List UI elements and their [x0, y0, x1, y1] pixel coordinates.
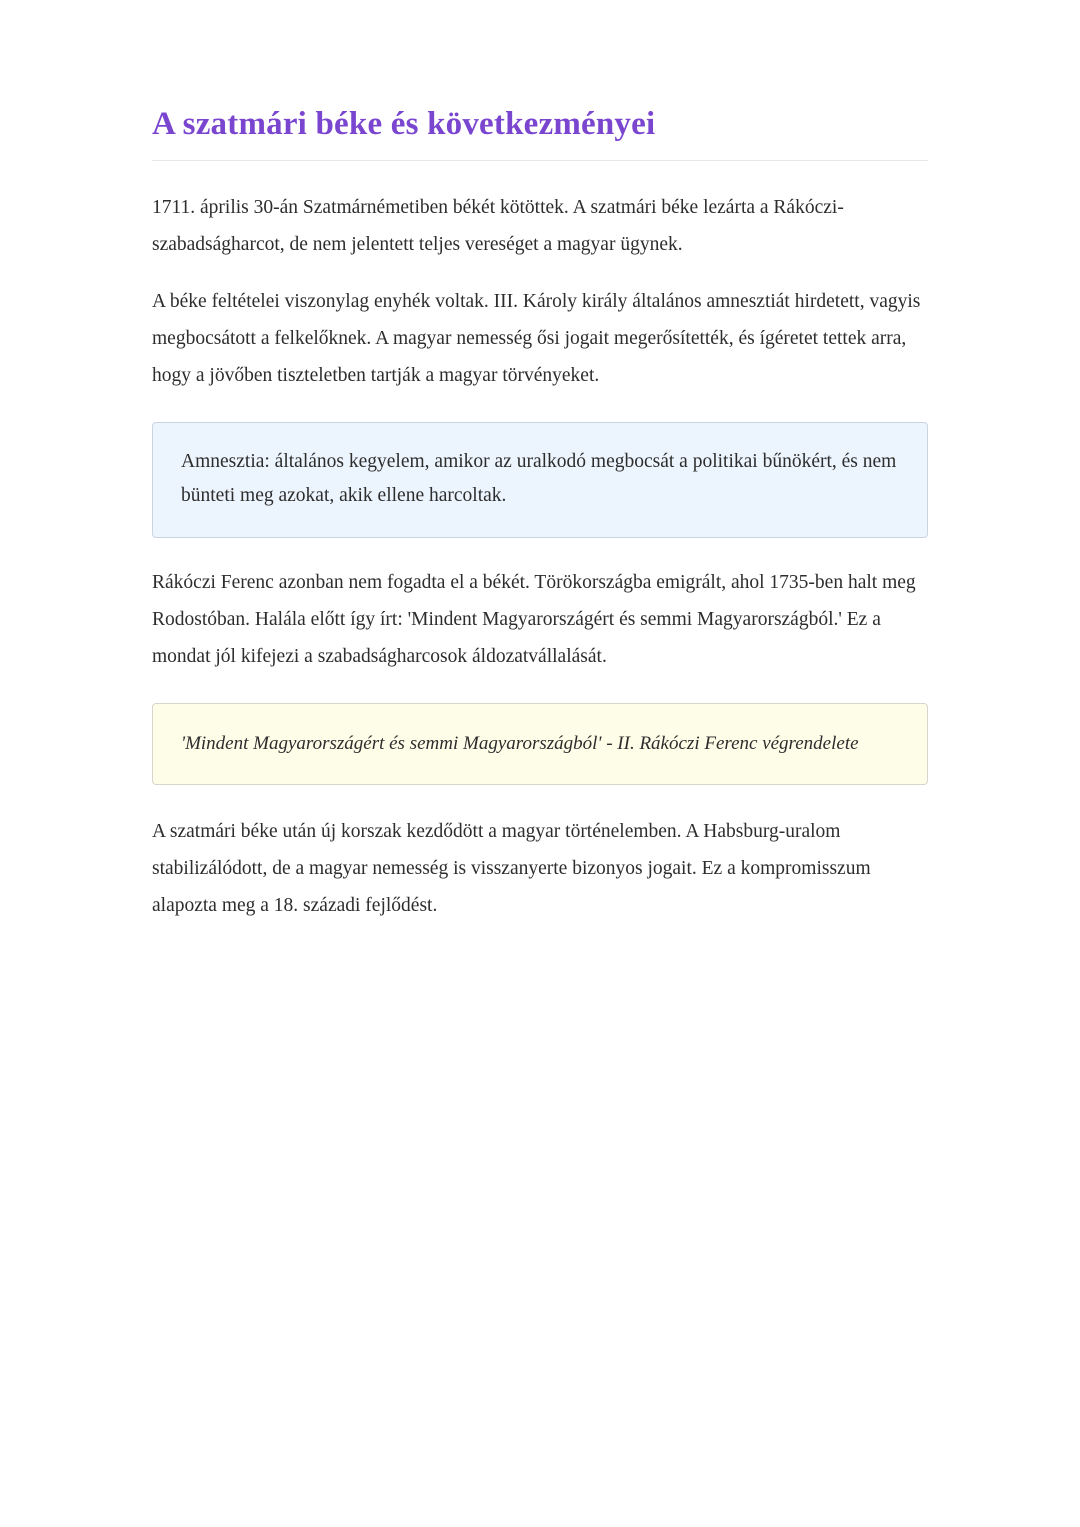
- page-title: A szatmári béke és következményei: [152, 106, 656, 142]
- definition-box: [152, 422, 928, 538]
- document-page: [152, 96, 928, 944]
- definition-text: Amnesztia: általános kegyelem, amikor az uralkodó megbocsát a politikai bűnökért, és nem bünteti meg azokat, akik ellene harcoltak.: [181, 451, 897, 506]
- paragraph-peace-terms: A béke feltételei viszonylag enyhék voltak. III. Károly király általános amnesztiát hirdetett, vagyis megbocsátott a felkelőknek. A magyar nemesség ősi jogait megerősítették, és ígéretet tettek arra, hogy a jövőben tiszteletben tartják a magyar törvényeket.: [152, 291, 921, 386]
- paragraph-rakoczi: Rákóczi Ferenc azonban nem fogadta el a békét. Törökországba emigrált, ahol 1735-ben halt meg Rodostóban. Halála előtt így írt: 'Mindent Magyarországért és semmi Magyarországból.' Ez a mondat jól kifejezi a szabadságharcosok áldozatvállalását.: [152, 572, 916, 667]
- quote-box: [152, 703, 928, 785]
- title-divider: [152, 160, 928, 161]
- paragraph-intro: 1711. április 30-án Szatmárnémetiben békét kötöttek. A szatmári béke lezárta a Rákóczi-szabadságharcot, de nem jelentett teljes vereséget a magyar ügynek.: [152, 197, 844, 255]
- quote-text: 'Mindent Magyarországért és semmi Magyarországból' - II. Rákóczi Ferenc végrendelete: [181, 733, 859, 754]
- paragraph-new-era: A szatmári béke után új korszak kezdődött a magyar történelemben. A Habsburg-uralom stabilizálódott, de a magyar nemesség is visszanyerte bizonyos jogait. Ez a kompromisszum alapozta meg a 18. századi fejlődést.: [152, 821, 871, 916]
